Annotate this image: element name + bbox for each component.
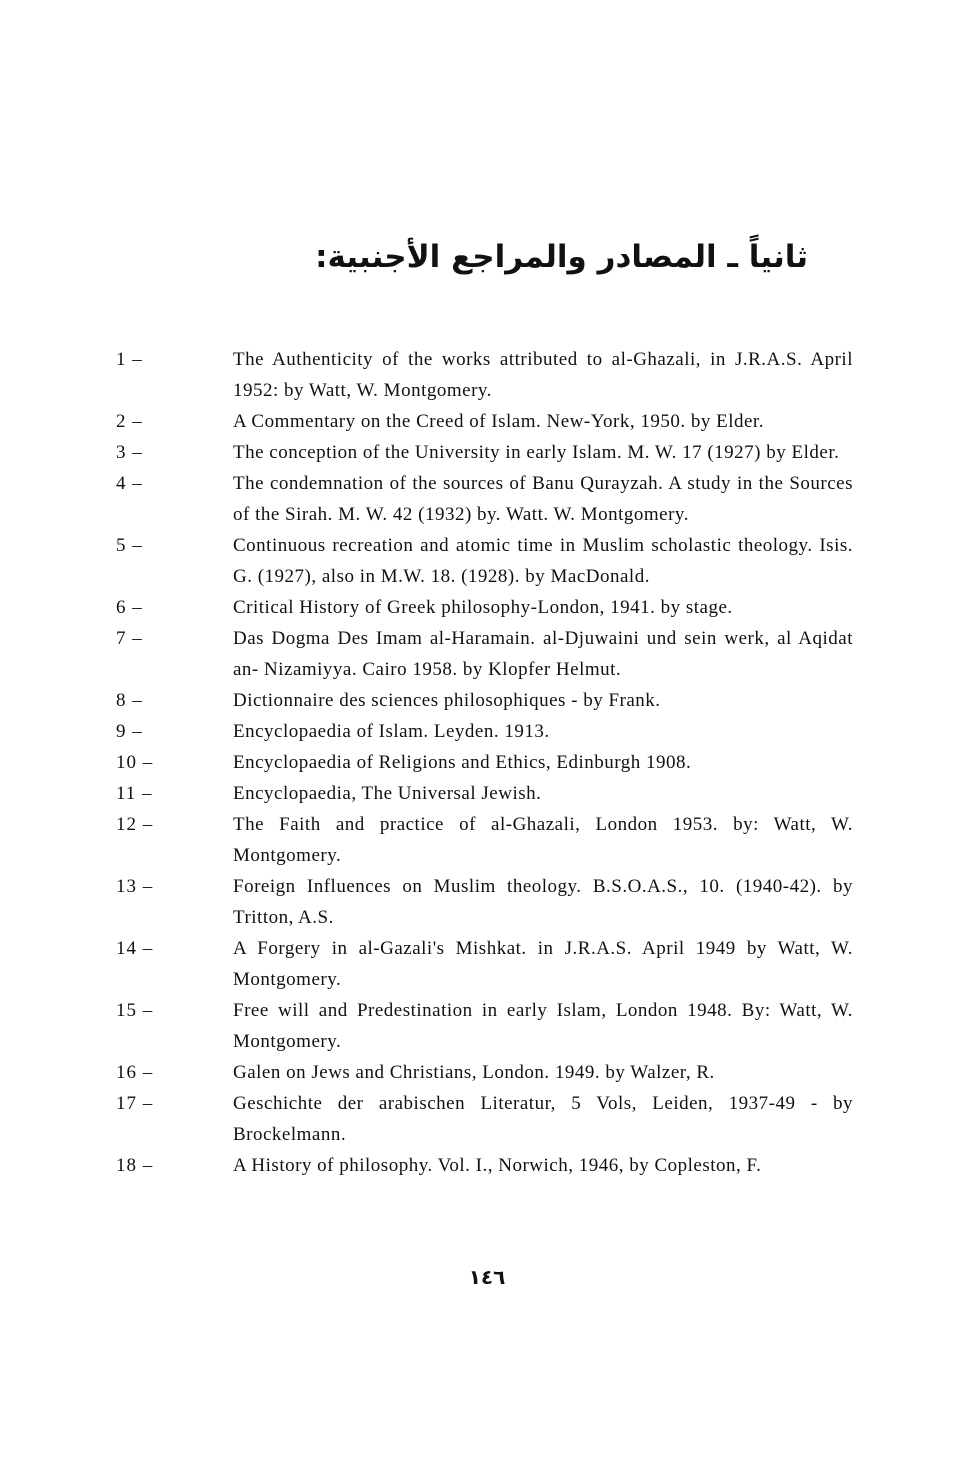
reference-number: 3 – xyxy=(116,442,143,463)
reference-number: 2 – xyxy=(116,411,143,432)
reference-item xyxy=(0,685,974,716)
reference-number: 11 – xyxy=(116,783,153,804)
reference-text: A Commentary on the Creed of Islam. New-York, 1950. by Elder. xyxy=(233,411,764,432)
reference-text: The conception of the University in early Islam. M. W. 17 (1927) by Elder. xyxy=(233,442,840,463)
reference-text: The condemnation of the sources of Banu Qurayzah. A study in the Sources of the Sirah. M. W. 42 (1932) by. Watt. W. Montgomery. xyxy=(233,473,853,525)
reference-number: 15 – xyxy=(116,1000,154,1021)
reference-item xyxy=(0,623,974,685)
reference-text: Das Dogma Des Imam al-Haramain. al-Djuwaini und sein werk, al Aqidat an- Nizamiyya. Cairo 1958. by Klopfer Helmut. xyxy=(233,628,853,680)
section-heading: ثانياً ـ المصادر والمراجع الأجنبية: xyxy=(315,239,808,275)
reference-item xyxy=(0,995,974,1057)
page-number: ١٤٦ xyxy=(468,1265,506,1289)
reference-number: 7 – xyxy=(116,628,143,649)
reference-number: 6 – xyxy=(116,597,143,618)
reference-item xyxy=(0,778,974,809)
reference-text: The Authenticity of the works attributed to al-Ghazali, in J.R.A.S. April 1952: by Watt, W. Montgomery. xyxy=(233,349,853,401)
reference-text: Dictionnaire des sciences philosophiques - by Frank. xyxy=(233,690,661,711)
reference-item xyxy=(0,747,974,778)
reference-number: 17 – xyxy=(116,1093,154,1114)
references-list xyxy=(0,344,974,1181)
reference-number: 10 – xyxy=(116,752,154,773)
reference-text: Foreign Influences on Muslim theology. B.S.O.A.S., 10. (1940-42). by Tritton, A.S. xyxy=(233,876,853,928)
reference-number: 12 – xyxy=(116,814,154,835)
reference-item xyxy=(0,468,974,530)
reference-text: Encyclopaedia of Religions and Ethics, Edinburgh 1908. xyxy=(233,752,692,773)
reference-item xyxy=(0,809,974,871)
reference-item xyxy=(0,871,974,933)
reference-item xyxy=(0,437,974,468)
reference-text: Continuous recreation and atomic time in Muslim scholastic theology. Isis. G. (1927), also in M.W. 18. (1928). by MacDonald. xyxy=(233,535,853,587)
reference-item xyxy=(0,1057,974,1088)
reference-number: 8 – xyxy=(116,690,143,711)
reference-item xyxy=(0,716,974,747)
reference-text: A Forgery in al-Gazali's Mishkat. in J.R.A.S. April 1949 by Watt, W. Montgomery. xyxy=(233,938,853,990)
reference-number: 13 – xyxy=(116,876,154,897)
reference-item xyxy=(0,1088,974,1150)
reference-text: A History of philosophy. Vol. I., Norwich, 1946, by Copleston, F. xyxy=(233,1155,762,1176)
reference-text: The Faith and practice of al-Ghazali, London 1953. by: Watt, W. Montgomery. xyxy=(233,814,853,866)
reference-item xyxy=(0,933,974,995)
reference-text: Geschichte der arabischen Literatur, 5 Vols, Leiden, 1937-49 - by Brockelmann. xyxy=(233,1093,853,1145)
reference-number: 14 – xyxy=(116,938,154,959)
reference-item xyxy=(0,406,974,437)
reference-number: 4 – xyxy=(116,473,143,494)
reference-number: 18 – xyxy=(116,1155,154,1176)
reference-item xyxy=(0,530,974,592)
reference-text: Encyclopaedia of Islam. Leyden. 1913. xyxy=(233,721,550,742)
reference-number: 9 – xyxy=(116,721,143,742)
reference-text: Galen on Jews and Christians, London. 1949. by Walzer, R. xyxy=(233,1062,715,1083)
reference-text: Encyclopaedia, The Universal Jewish. xyxy=(233,783,542,804)
reference-number: 5 – xyxy=(116,535,143,556)
reference-item xyxy=(0,1150,974,1181)
reference-text: Free will and Predestination in early Islam, London 1948. By: Watt, W. Montgomery. xyxy=(233,1000,853,1052)
reference-number: 16 – xyxy=(116,1062,154,1083)
reference-item xyxy=(0,344,974,406)
reference-number: 1 – xyxy=(116,349,143,370)
reference-text: Critical History of Greek philosophy-London, 1941. by stage. xyxy=(233,597,733,618)
reference-item xyxy=(0,592,974,623)
